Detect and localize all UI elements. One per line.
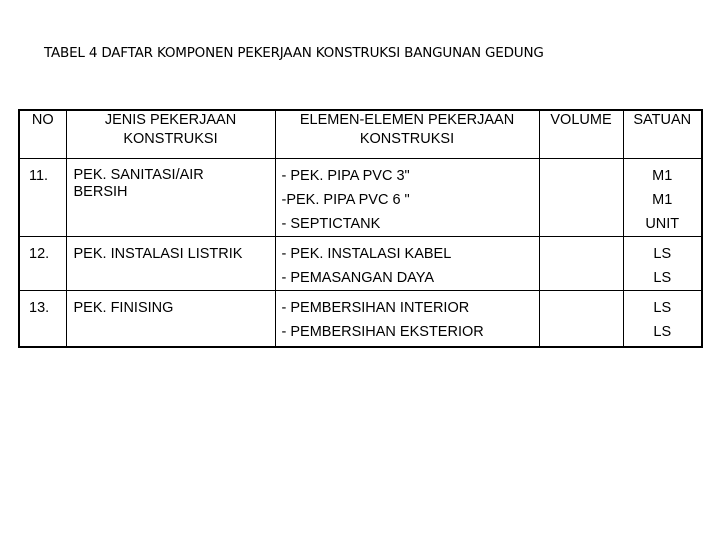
header-no: NO	[19, 110, 66, 159]
cell-volume	[539, 237, 623, 291]
cell-no: 12.	[19, 237, 66, 291]
cell-satuan: M1 M1 UNIT	[623, 159, 702, 237]
header-satuan: SATUAN	[623, 110, 702, 159]
cell-jenis-pekerjaan: PEK. FINISING	[66, 291, 275, 348]
komponen-table	[18, 109, 703, 348]
cell-no: 13.	[19, 291, 66, 348]
cell-jenis-pekerjaan: PEK. INSTALASI LISTRIK	[66, 237, 275, 291]
cell-elemen-pekerjaan: - PEMBERSIHAN INTERIOR - PEMBERSIHAN EKSTERIOR	[275, 291, 539, 348]
table-row	[19, 291, 702, 348]
table-row	[19, 237, 702, 291]
header-jenis-pekerjaan: JENIS PEKERJAAN KONSTRUKSI	[66, 110, 275, 159]
header-elemen-pekerjaan: ELEMEN-ELEMEN PEKERJAAN KONSTRUKSI	[275, 110, 539, 159]
cell-no: 11.	[19, 159, 66, 237]
cell-volume	[539, 291, 623, 348]
header-volume: VOLUME	[539, 110, 623, 159]
cell-elemen-pekerjaan: - PEK. PIPA PVC 3" -PEK. PIPA PVC 6 " - SEPTICTANK	[275, 159, 539, 237]
page-title: TABEL 4 DAFTAR KOMPONEN PEKERJAAN KONSTRUKSI BANGUNAN GEDUNG	[44, 45, 544, 61]
cell-elemen-pekerjaan: - PEK. INSTALASI KABEL - PEMASANGAN DAYA	[275, 237, 539, 291]
cell-satuan: LS LS	[623, 237, 702, 291]
cell-jenis-pekerjaan: PEK. SANITASI/AIR BERSIH	[66, 159, 275, 237]
cell-volume	[539, 159, 623, 237]
table-row	[19, 159, 702, 237]
table-header-row	[19, 110, 702, 159]
cell-satuan: LS LS	[623, 291, 702, 348]
